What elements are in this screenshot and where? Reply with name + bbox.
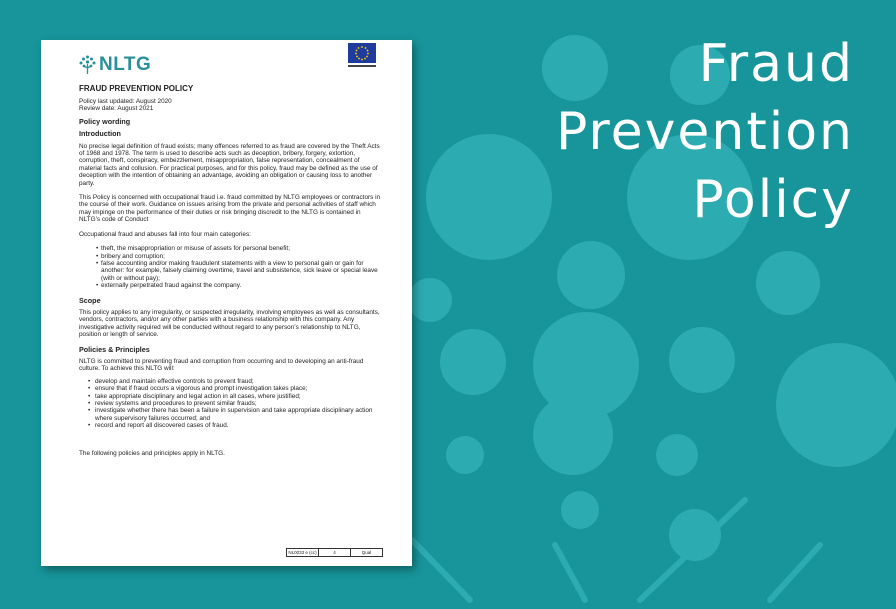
- policy-wording-heading: Policy wording: [79, 116, 131, 126]
- list-item: • record and report all discovered cases of fraud.: [79, 422, 381, 429]
- principles-closing: The following policies and principles apply in NLTG.: [79, 449, 225, 457]
- introduction-paragraph-2: This Policy is concerned with occupational fraud i.e. fraud committed by NLTG employees or contractors in the course of their work. Guidance on issues arising from the private and personal activities of staff which may impinge on the performance of their duties or risk bringing discredit to the NLTG is contained in NLTG’s code of Conduct: [79, 194, 381, 224]
- introduction-heading: Introduction: [79, 129, 121, 139]
- principles-paragraph: NLTG is committed to preventing fraud and corruption from occurring and to developing an anti-fraud culture. To achieve this NLTG will:: [79, 357, 364, 373]
- principles-list: [79, 378, 381, 430]
- review-date: Review date: August 2021: [79, 105, 154, 113]
- scope-heading: Scope: [79, 295, 101, 305]
- list-item: • review systems and procedures to prevent similar frauds;: [79, 400, 381, 407]
- banner-title-line-2: Prevention: [555, 102, 854, 162]
- eu-stars-icon: [348, 43, 376, 63]
- tree-logo-icon: [79, 55, 96, 75]
- last-updated: Policy last updated: August 2020: [79, 98, 172, 105]
- list-item: • take appropriate disciplinary and legal action in all cases, where justified;: [79, 393, 381, 400]
- banner-title: [556, 30, 854, 234]
- list-item: • investigate whether there has been a failure in supervision and take appropriate disciplinary action where supervisory failures occurred; and: [79, 407, 381, 422]
- document-title: FRAUD PREVENTION POLICY: [79, 84, 194, 93]
- eu-flag-underline: [348, 65, 376, 67]
- banner-title-line-3: Policy: [692, 170, 854, 230]
- document-footer-table: [286, 548, 383, 557]
- list-item: • ensure that if fraud occurs a vigorous and prompt investigation takes place;: [79, 385, 381, 392]
- eu-flag: [348, 43, 376, 63]
- categories-list: [79, 245, 381, 289]
- list-item: • externally perpetrated fraud against the company.: [79, 282, 381, 289]
- footer-code: NL0033 e (cc): [287, 549, 319, 556]
- list-item: • false accounting and/or making fraudulent statements with a view to personal gain or gain for another: for example, falsely claiming overtime, travel and subsistence, sick leave or special leave (with or without pay);: [79, 260, 381, 282]
- introduction-paragraph-1: No precise legal definition of fraud exists; many offences referred to as fraud are covered by the Theft Acts of 1968 and 1978. The term is used to describe acts such as deception, bribery, forgery, extortion, corruption, theft, conspiracy, embezzlement, misappropriation, false representation, concealment of material facts and collusion. For practical purposes, and for this policy, fraud may be defined as the use of deception with the intention of obtaining an advantage, avoiding an obligation or causing loss to another party.: [79, 142, 380, 187]
- nltg-logo: [79, 55, 151, 75]
- banner-title-line-1: Fraud: [698, 34, 854, 94]
- scope-paragraph: This policy applies to any irregularity, or suspected irregularity, involving employees as well as consultants, vendors, contractors, and/or any other parties with a business relationship with this company. Any investigative activity required will be conducted without regard to any person’s relationship to NLTG, position or length of service.: [79, 308, 380, 339]
- logo-text: NLTG: [99, 54, 152, 75]
- policy-document-page: [41, 40, 412, 566]
- principles-heading: Policies & Principles: [79, 344, 150, 354]
- list-item: • bribery and corruption;: [79, 253, 381, 260]
- introduction-paragraph-3: Occupational fraud and abuses fall into four main categories:: [79, 230, 251, 238]
- list-item: • develop and maintain effective controls to prevent fraud;: [79, 378, 381, 385]
- document-body: [79, 84, 381, 457]
- footer-page: 4: [319, 549, 351, 556]
- footer-label: Qual: [361, 550, 372, 555]
- list-item: • theft, the misappropriation or misuse of assets for personal benefit;: [79, 245, 381, 252]
